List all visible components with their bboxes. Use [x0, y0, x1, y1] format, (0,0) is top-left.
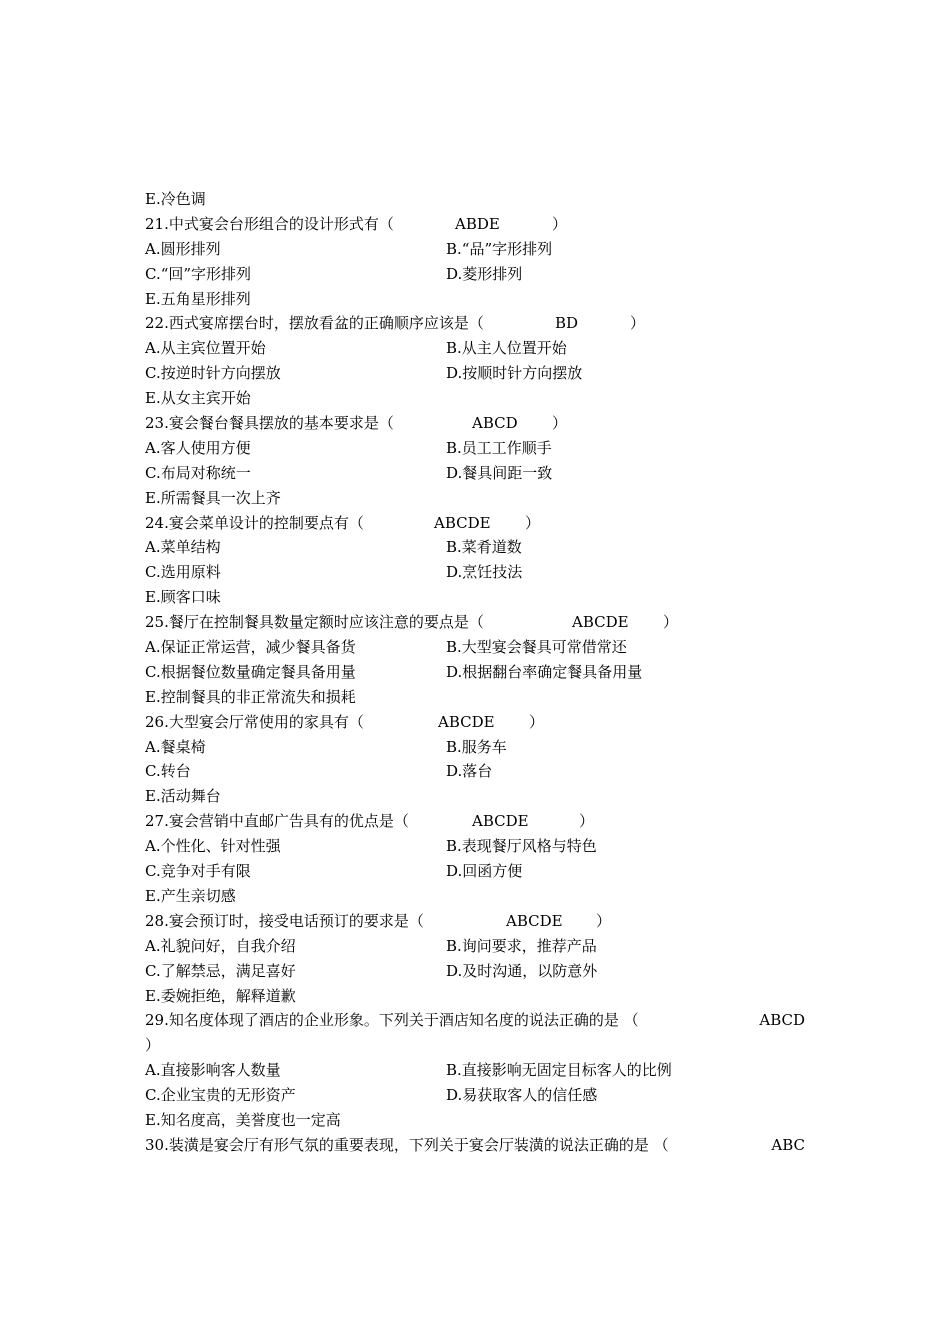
- option-line: [145, 984, 810, 1009]
- option-line: [145, 635, 810, 660]
- option-line: [145, 336, 810, 361]
- option-left: A.保证正常运营，减少餐具备货: [145, 638, 356, 657]
- option-line: [145, 237, 810, 262]
- question-text: 29.知名度体现了酒店的企业形象。下列关于酒店知名度的说法正确的是 （: [145, 1011, 639, 1030]
- option-right: B.服务车: [446, 737, 507, 756]
- option-left: C.了解禁忌，满足喜好: [145, 961, 296, 980]
- option-left: A.客人使用方便: [145, 438, 251, 457]
- option-line: [145, 287, 810, 312]
- option-right: B.从主人位置开始: [446, 339, 567, 358]
- option-left: A.直接影响客人数量: [145, 1061, 281, 1080]
- option-line: [145, 735, 810, 760]
- option-line: [145, 884, 810, 909]
- option-left: A.礼貌问好，自我介绍: [145, 936, 296, 955]
- question-stem: [145, 1008, 810, 1033]
- option-line: [145, 959, 810, 984]
- option-left: E.五角星形排列: [145, 289, 251, 308]
- option-right: B.表现餐厅风格与特色: [446, 837, 597, 856]
- question-text: 24.宴会菜单设计的控制要点有（: [145, 513, 364, 532]
- option-left: ）: [145, 1036, 161, 1055]
- option-line: [145, 461, 810, 486]
- question-stem: [145, 212, 810, 237]
- question-stem: [145, 610, 810, 635]
- question-stem: [145, 511, 810, 536]
- closing-paren: ）: [552, 414, 568, 433]
- option-right: D.落台: [446, 762, 493, 781]
- option-left: C.转台: [145, 762, 191, 781]
- option-left: A.菜单结构: [145, 538, 221, 557]
- option-right: B.“品”字形排列: [446, 239, 553, 258]
- option-right: D.菱形排列: [446, 264, 523, 283]
- question-text: 27.宴会营销中直邮广告具有的优点是（: [145, 812, 409, 831]
- option-line: [145, 859, 810, 884]
- closing-paren: ）: [663, 613, 679, 632]
- option-right: D.餐具间距一致: [446, 463, 553, 482]
- option-right: D.及时沟通，以防意外: [446, 961, 598, 980]
- option-left: A.圆形排列: [145, 239, 221, 258]
- question-text: 28.宴会预订时，接受电话预订的要求是（: [145, 911, 424, 930]
- option-line: [145, 386, 810, 411]
- option-line: [145, 486, 810, 511]
- question-text: 23.宴会餐台餐具摆放的基本要求是（: [145, 414, 394, 433]
- question-stem: [145, 1133, 810, 1158]
- option-left: C.根据餐位数量确定餐具备用量: [145, 662, 356, 681]
- question-stem: [145, 411, 810, 436]
- option-right: D.按顺时针方向摆放: [446, 364, 583, 383]
- option-line: [145, 759, 810, 784]
- option-right: B.询问要求，推荐产品: [446, 936, 597, 955]
- closing-paren: ）: [552, 214, 568, 233]
- answer-text: BD: [555, 314, 579, 333]
- closing-paren: ）: [630, 314, 646, 333]
- option-line: [145, 834, 810, 859]
- option-left: C.布局对称统一: [145, 463, 251, 482]
- answer-text: ABCDE: [472, 812, 529, 831]
- closing-paren: ）: [525, 513, 541, 532]
- option-line: [145, 187, 810, 212]
- option-left: E.知名度高，美誉度也一定高: [145, 1110, 341, 1129]
- answer-text: ABCD: [472, 414, 518, 433]
- answer-text: ABDE: [455, 214, 500, 233]
- option-line: [145, 585, 810, 610]
- answer-text: ABCDE: [506, 911, 563, 930]
- option-right: D.烹饪技法: [446, 563, 523, 582]
- option-line: [145, 1058, 810, 1083]
- question-list: [145, 187, 810, 1158]
- question-text: 25.餐厅在控制餐具数量定额时应该注意的要点是（: [145, 613, 484, 632]
- option-line: [145, 361, 810, 386]
- closing-paren: ）: [579, 812, 595, 831]
- option-right: B.菜肴道数: [446, 538, 522, 557]
- answer-text: ABCD: [759, 1011, 805, 1030]
- option-right: B.大型宴会餐具可常借常还: [446, 638, 627, 657]
- option-left: C.竞争对手有限: [145, 862, 251, 881]
- question-text: 30.装潢是宴会厅有形气氛的重要表现，下列关于宴会厅装潢的说法正确的是 （: [145, 1135, 669, 1154]
- question-text: 22.西式宴席摆台时，摆放看盆的正确顺序应该是（: [145, 314, 484, 333]
- answer-text: ABCDE: [434, 513, 491, 532]
- option-line: [145, 560, 810, 585]
- option-line: [145, 436, 810, 461]
- answer-text: ABCDE: [572, 613, 629, 632]
- option-line: [145, 1108, 810, 1133]
- option-line: [145, 685, 810, 710]
- option-line: [145, 934, 810, 959]
- option-left: E.活动舞台: [145, 787, 221, 806]
- question-stem: [145, 909, 810, 934]
- closing-paren: ）: [596, 911, 612, 930]
- option-left: E.冷色调: [145, 190, 206, 208]
- answer-text: ABCDE: [438, 712, 495, 731]
- option-left: A.餐桌椅: [145, 737, 206, 756]
- option-left: A.从主宾位置开始: [145, 339, 266, 358]
- option-left: E.委婉拒绝，解释道歉: [145, 986, 296, 1005]
- option-line: [145, 660, 810, 685]
- answer-text: ABC: [771, 1135, 805, 1154]
- option-line: [145, 784, 810, 809]
- question-text: 26.大型宴会厅常使用的家具有（: [145, 712, 364, 731]
- option-left: E.从女主宾开始: [145, 389, 251, 408]
- option-line: [145, 1083, 810, 1108]
- option-left: E.产生亲切感: [145, 886, 236, 905]
- option-right: B.直接影响无固定目标客人的比例: [446, 1061, 672, 1080]
- option-right: D.回函方便: [446, 862, 523, 881]
- question-stem: [145, 311, 810, 336]
- option-line: [145, 1033, 810, 1058]
- option-left: C.企业宝贵的无形资产: [145, 1086, 296, 1105]
- option-right: B.员工工作顺手: [446, 438, 552, 457]
- option-left: A.个性化、针对性强: [145, 837, 281, 856]
- option-left: C.选用原料: [145, 563, 221, 582]
- option-line: [145, 535, 810, 560]
- option-left: C.“回”字形排列: [145, 264, 252, 283]
- question-stem: [145, 809, 810, 834]
- closing-paren: ）: [529, 712, 545, 731]
- question-text: 21.中式宴会台形组合的设计形式有（: [145, 214, 394, 233]
- option-right: D.易获取客人的信任感: [446, 1086, 598, 1105]
- option-right: D.根据翻台率确定餐具备用量: [446, 662, 643, 681]
- question-stem: [145, 710, 810, 735]
- option-left: E.控制餐具的非正常流失和损耗: [145, 687, 356, 706]
- option-left: C.按逆时针方向摆放: [145, 364, 281, 383]
- option-left: E.顾客口味: [145, 588, 221, 607]
- option-line: [145, 262, 810, 287]
- option-left: E.所需餐具一次上齐: [145, 488, 281, 507]
